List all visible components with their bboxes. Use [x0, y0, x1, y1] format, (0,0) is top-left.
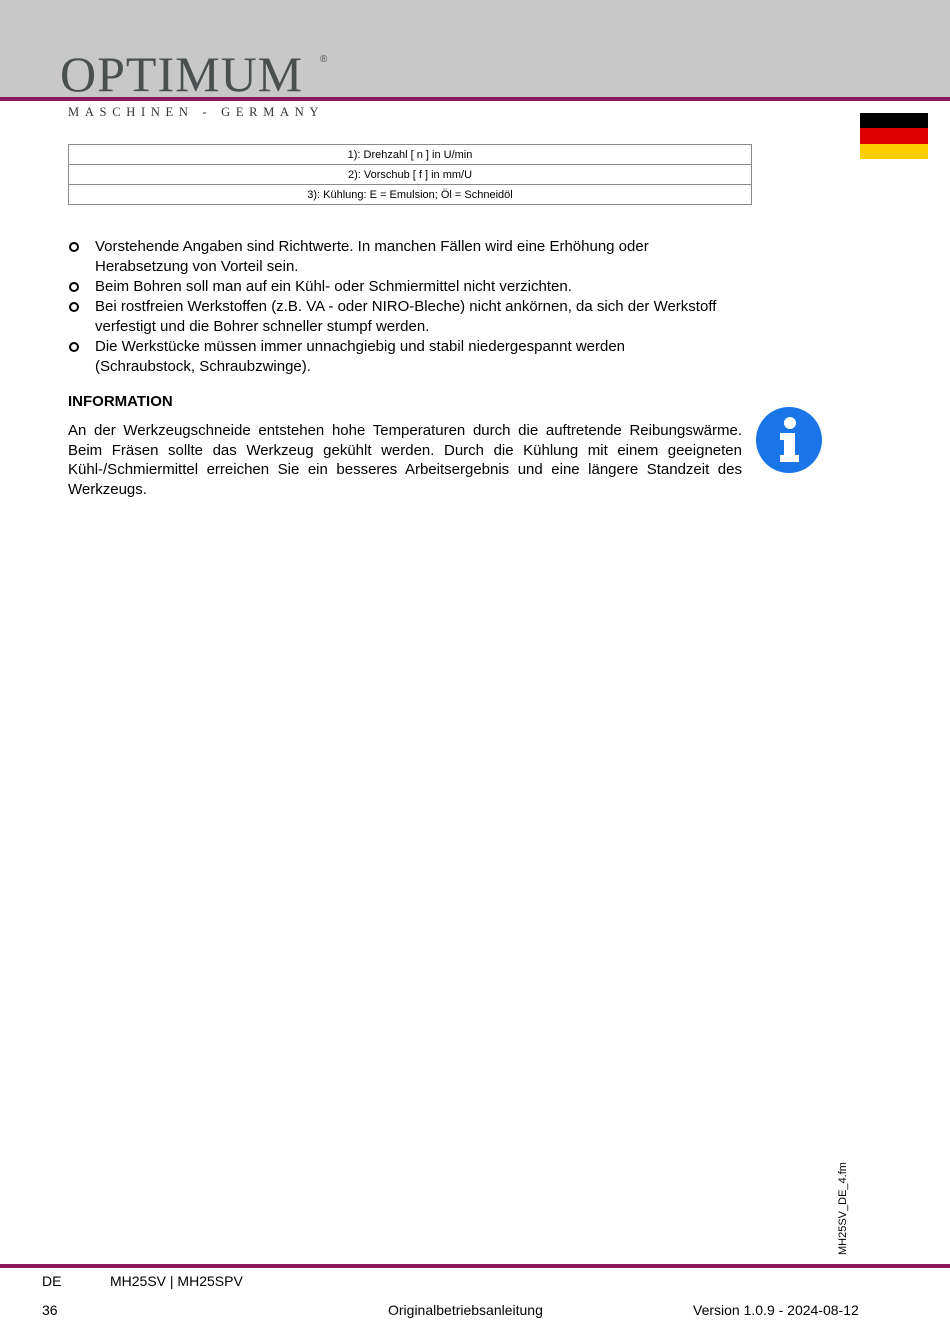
information-heading: INFORMATION [68, 393, 173, 410]
brand-subtitle: MASCHINEN - GERMANY [68, 105, 325, 119]
list-item [68, 337, 728, 377]
bullet-list [68, 237, 728, 377]
list-item-text: Bei rostfreien Werkstoffen (z.B. VA - oder NIRO-Bleche) nicht ankörnen, da sich der Werkstoff verfestigt und die Bohrer schneller stumpf werden. [95, 298, 717, 335]
spec-legend-table [68, 144, 752, 205]
flag-stripe-gold [860, 144, 928, 159]
list-item-text: Beim Bohren soll man auf ein Kühl- oder Schmiermittel nicht verzichten. [95, 278, 572, 295]
info-icon [755, 406, 823, 474]
list-item-text: Vorstehende Angaben sind Richtwerte. In manchen Fällen wird eine Erhöhung oder Herabsetzung von Vorteil sein. [95, 238, 649, 275]
table-row [69, 165, 752, 185]
brand-logo: OPTIMUM [60, 46, 304, 102]
table-row [69, 185, 752, 205]
flag-stripe-red [860, 128, 928, 143]
legend-cell: 2): Vorschub [ f ] in mm/U [69, 165, 752, 185]
list-item-text: Die Werkstücke müssen immer unnachgiebig und stabil niedergespannt werden (Schraubstock, Schraubzwinge). [95, 338, 626, 375]
german-flag-icon [860, 113, 928, 159]
footer-rule [0, 1264, 950, 1268]
table-row [69, 145, 752, 165]
source-file-label: MH25SV_DE_4.fm [837, 1162, 849, 1255]
bullet-icon [69, 282, 79, 292]
list-item [68, 237, 728, 277]
legend-cell: 3): Kühlung: E = Emulsion; Öl = Schneidöl [69, 185, 752, 205]
registered-mark: ® [320, 54, 328, 65]
information-text: An der Werkzeugschneide entstehen hohe Temperaturen durch die auftretende Reibungswärme. Beim Fräsen sollte das Werkzeug gekühlt werden. Durch die Kühlung mit einem geeigneten Kühl-/Schmiermittel erreichen Sie ein besseres Arbeitsergebnis und eine längere Standzeit des Werkzeugs. [68, 422, 742, 498]
bullet-icon [69, 242, 79, 252]
footer-language: DE [42, 1273, 62, 1289]
bullet-icon [69, 342, 79, 352]
bullet-icon [69, 302, 79, 312]
flag-stripe-black [860, 113, 928, 128]
page-number: 36 [42, 1302, 58, 1318]
list-item [68, 277, 728, 297]
footer-document-title: Originalbetriebsanleitung [388, 1302, 543, 1318]
legend-cell: 1): Drehzahl [ n ] in U/min [69, 145, 752, 165]
list-item [68, 297, 728, 337]
footer-version: Version 1.0.9 - 2024-08-12 [693, 1302, 859, 1318]
footer-model: MH25SV | MH25SPV [110, 1273, 243, 1289]
